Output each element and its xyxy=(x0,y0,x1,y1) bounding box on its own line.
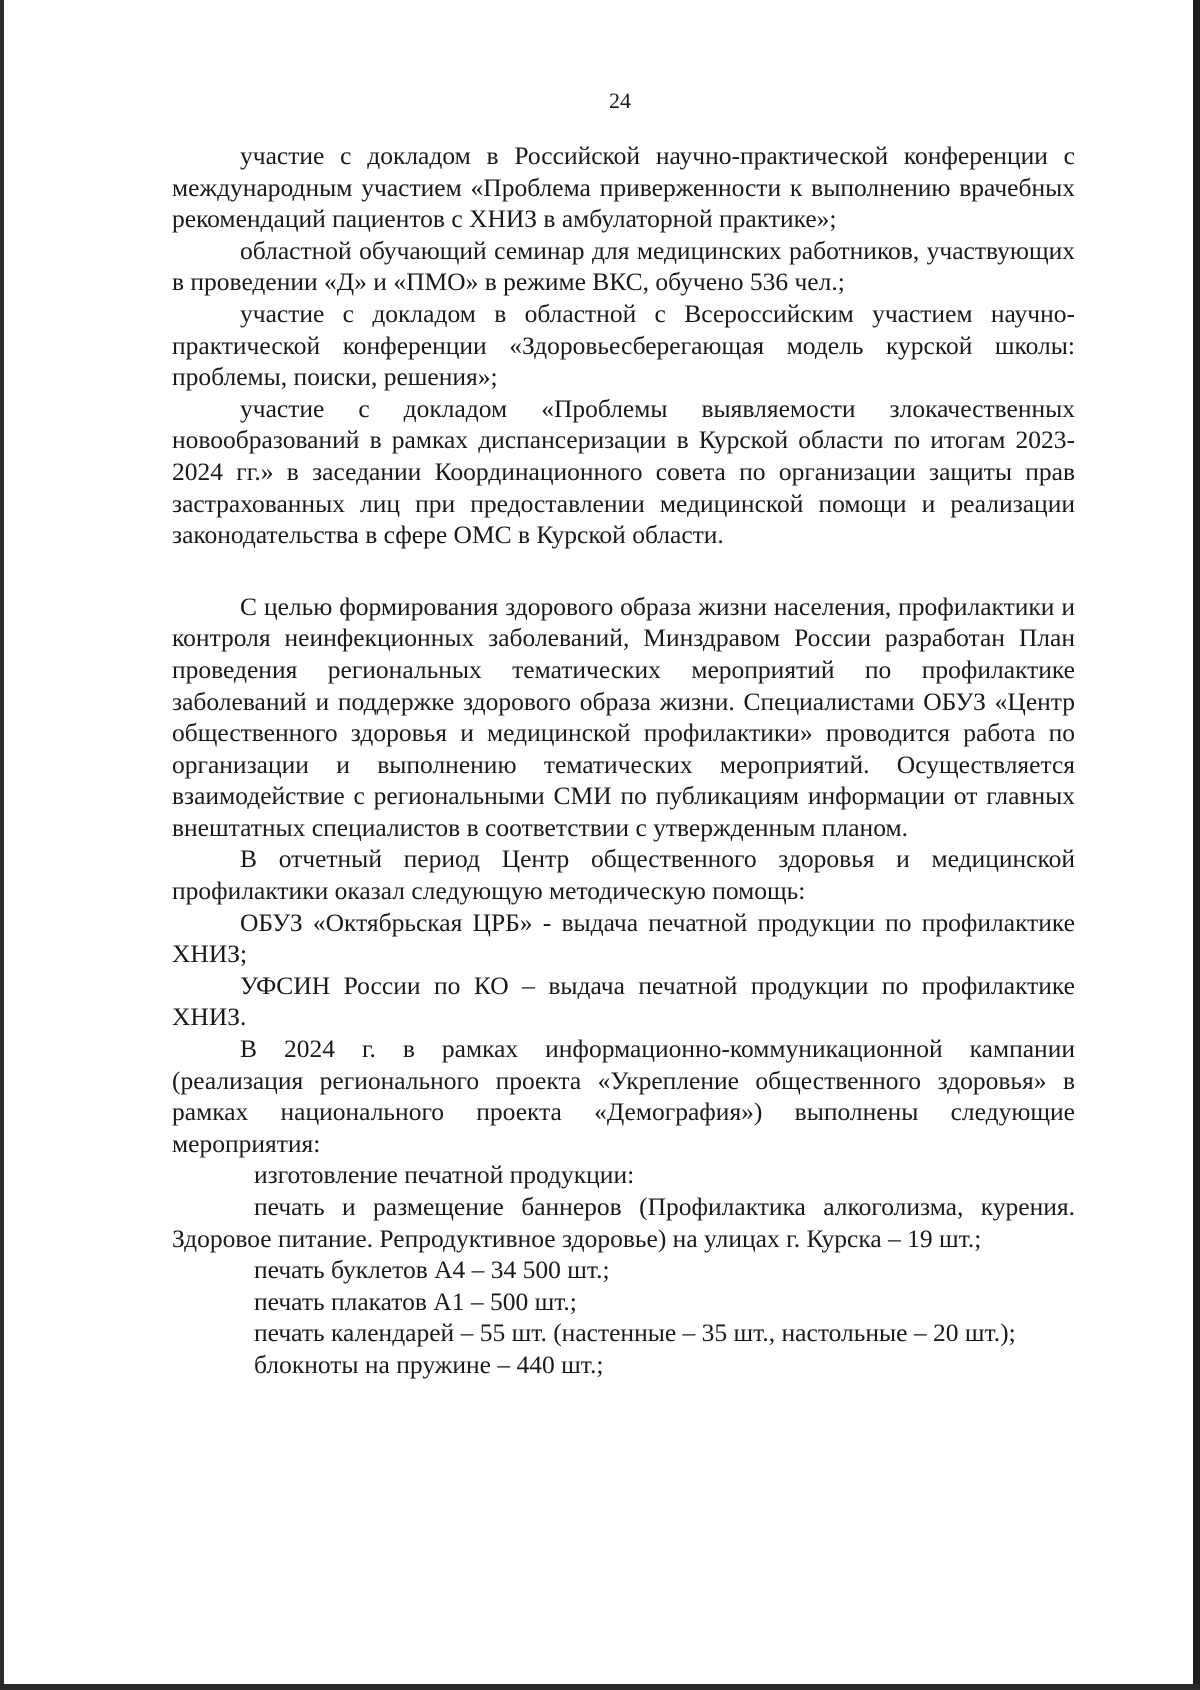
paragraph: участие с докладом в Российской научно-практической конференции с международным участием «Проблема приверженности к выполнению врачебных рекомендаций пациентов с ХНИЗ в амбулаторной практике»; xyxy=(172,141,1075,234)
list-item: печать буклетов А4 – 34 500 шт.; xyxy=(254,1255,610,1285)
list-item: изготовление печатной продукции: xyxy=(254,1160,635,1190)
paragraph: В отчетный период Центр общественного здоровья и медицинской профилактики оказал следующую методическую помощь: xyxy=(172,844,1075,906)
scan-edge-right xyxy=(1193,0,1200,1690)
list-item: печать календарей – 55 шт. (настенные – 35 шт., настольные – 20 шт.); xyxy=(254,1318,1016,1348)
paragraph: В 2024 г. в рамках информационно-коммуникационной кампании (реализация регионального проекта «Укрепление общественного здоровья» в рамках национального проекта «Демография») выполнены следующие мероприятия: xyxy=(172,1034,1075,1158)
document-body xyxy=(172,140,1075,1381)
scan-edge-bottom xyxy=(0,1684,1200,1690)
paragraph: участие с докладом «Проблемы выявляемости злокачественных новообразований в рамках диспансеризации в Курской области по итогам 2023-2024 гг.» в заседании Координационного совета по организации защиты прав застрахованных лиц при предоставлении медицинской помощи и реализации законодательства в сфере ОМС в Курской области. xyxy=(172,393,1075,550)
paragraph: С целью формирования здорового образа жизни населения, профилактики и контроля неинфекционных заболеваний, Минздравом России разработан План проведения региональных тематических мероприятий по профилактике заболеваний и поддержке здорового образа жизни. Специалистами ОБУЗ «Центр общественного здоровья и медицинской профилактики» проводится работа по организации и выполнению тематических мероприятий. Осуществляется взаимодействие с региональными СМИ по публикациям информации от главных внештатных специалистов в соответствии с утвержденным планом. xyxy=(172,591,1075,842)
list-item: блокноты на пружине – 440 шт.; xyxy=(254,1349,604,1379)
page-number: 24 xyxy=(609,88,631,113)
list-item: печать и размещение баннеров (Профилактика алкоголизма, курения. Здоровое питание. Репродуктивное здоровье) на улицах г. Курска – 19 шт.; xyxy=(172,1192,1075,1253)
paragraph: УФСИН России по КО – выдача печатной продукции по профилактике ХНИЗ. xyxy=(172,970,1075,1032)
paragraph: ОБУЗ «Октябрьская ЦРБ» - выдача печатной продукции по профилактике ХНИЗ; xyxy=(172,907,1075,969)
paragraph: участие с докладом в областной с Всероссийским участием научно-практической конференции «Здоровьесберегающая модель курской школы: проблемы, поиски, решения»; xyxy=(172,298,1075,392)
scan-edge-left xyxy=(0,0,4,1690)
paragraph: областной обучающий семинар для медицинских работников, участвующих в проведении «Д» и «ПМО» в режиме ВКС, обучено 536 чел.; xyxy=(172,235,1075,297)
list-item: печать плакатов А1 – 500 шт.; xyxy=(254,1286,577,1316)
